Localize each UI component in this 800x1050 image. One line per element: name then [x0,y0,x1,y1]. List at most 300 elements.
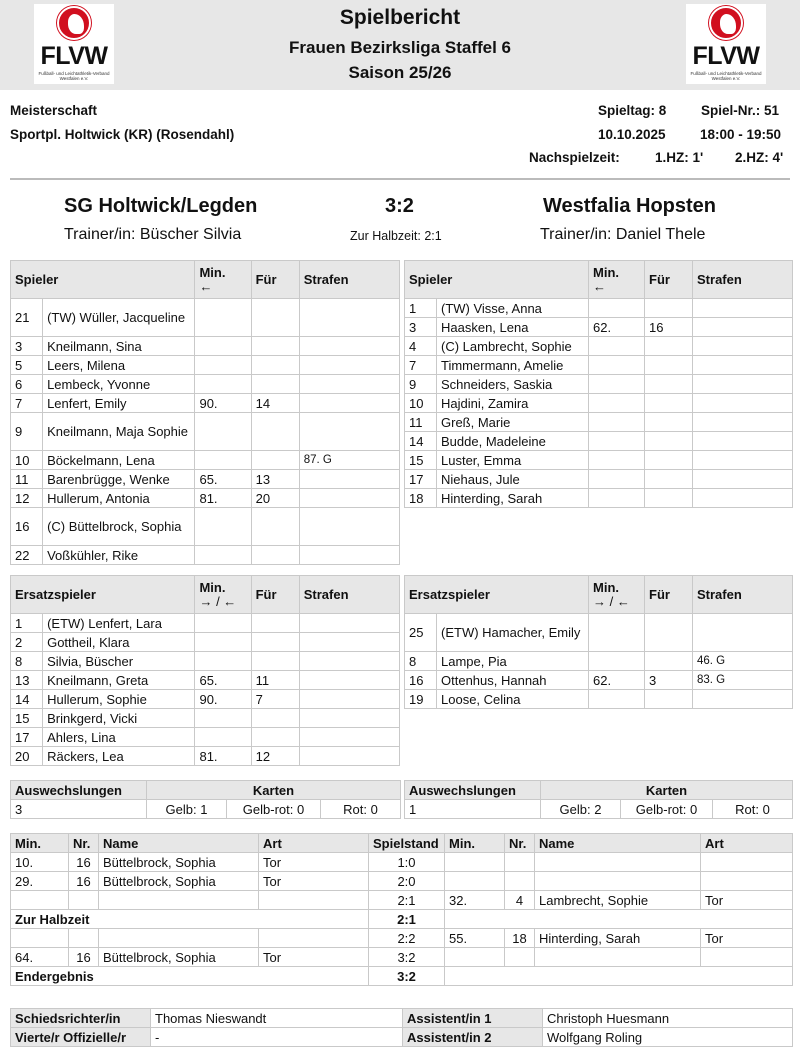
home-event-type [259,929,369,948]
penalty: 87. G [299,451,399,470]
sub-for: 14 [251,394,299,413]
player-name: (C) Büttelbrock, Sophia [43,508,195,546]
player-number: 5 [11,356,43,375]
logo-word: FLVW [692,42,760,70]
sub-minute: 90. [195,394,251,413]
away-stats-table [404,780,793,819]
sub-for [645,690,693,709]
player-number: 25 [405,614,437,652]
away-event-type: Tor [701,929,793,948]
event-score-header: Spielstand [369,834,445,853]
player-row [405,432,793,451]
extra-time-h2: 2.HZ: 4' [735,150,784,165]
event-row [11,967,793,986]
away-event-minute [445,853,505,872]
player-number: 11 [11,470,43,489]
player-number: 17 [11,728,43,747]
player-number: 10 [405,394,437,413]
home-yellow-cards: Gelb: 1 [147,800,227,819]
sub-minute [195,508,251,546]
event-number-header: Nr. [505,834,535,853]
referee-name: Thomas Nieswandt [151,1009,403,1028]
sub-for: 11 [251,671,299,690]
home-subs-table [10,575,400,766]
sub-minute [589,299,645,318]
sub-minute: 62. [589,671,645,690]
penalty [299,690,399,709]
minute-column-header [195,576,251,614]
player-name: (ETW) Hamacher, Emily [437,614,589,652]
penalties-column-header: Strafen [299,261,399,299]
horse-emblem-icon [709,6,743,40]
sub-for [645,489,693,508]
away-event-name [535,853,701,872]
player-row [405,394,793,413]
assistant2-name: Wolfgang Roling [543,1028,793,1047]
player-number: 10 [11,451,43,470]
away-event-type [701,872,793,891]
sub-for [251,728,299,747]
home-event-name [99,891,259,910]
event-section-label: Endergebnis [11,967,369,986]
player-name: (TW) Wüller, Jacqueline [43,299,195,337]
sub-for [251,546,299,565]
player-number: 12 [11,489,43,508]
sub-minute [195,728,251,747]
sub-minute [195,356,251,375]
penalty [299,709,399,728]
penalties-column-header: Strafen [693,261,793,299]
player-number: 20 [11,747,43,766]
divider [10,178,790,180]
home-team-name: SG Holtwick/Legden [64,195,258,217]
player-column-header: Ersatzspieler [11,576,195,614]
penalty: 83. G [693,671,793,690]
penalty [299,728,399,747]
event-type-header: Art [259,834,369,853]
away-event-minute: 55. [445,929,505,948]
player-number: 16 [11,508,43,546]
substitution-arrow-icon: → / ← [199,593,237,609]
event-empty [445,910,793,929]
player-number: 15 [405,451,437,470]
home-substitutions-count: 3 [11,800,147,819]
penalty [299,356,399,375]
flvw-logo-right [686,4,766,84]
event-row [11,929,793,948]
event-name-header: Name [535,834,701,853]
player-name: Lenfert, Emily [43,394,195,413]
penalty [693,451,793,470]
player-name: Ahlers, Lina [43,728,195,747]
penalty [299,337,399,356]
logo-word: FLVW [40,42,108,70]
player-row [11,394,400,413]
player-row [11,614,400,633]
home-event-number [69,891,99,910]
sub-for [645,470,693,489]
player-number: 7 [405,356,437,375]
season: Saison 25/26 [348,63,452,82]
penalty [693,318,793,337]
for-column-header: Für [251,576,299,614]
report-title: Spielbericht [339,6,461,29]
event-section-label: Zur Halbzeit [11,910,369,929]
player-row [405,299,793,318]
event-score: 2:1 [369,910,445,929]
minute-label: Min. [593,264,620,280]
venue: Sportpl. Holtwick (KR) (Rosendahl) [10,127,235,142]
sub-minute: 90. [195,690,251,709]
away-lineup-table [404,260,793,508]
event-score: 3:2 [369,948,445,967]
away-trainer: Trainer/in: Daniel Thele [540,226,706,243]
player-row [405,671,793,690]
home-event-number: 16 [69,872,99,891]
player-row [11,451,400,470]
sub-for [645,299,693,318]
player-name: Schneiders, Saskia [437,375,589,394]
home-event-minute: 10. [11,853,69,872]
match-date: 10.10.2025 [598,127,666,142]
player-name: Haasken, Lena [437,318,589,337]
extra-time-label: Nachspielzeit: [529,150,620,165]
player-row [405,375,793,394]
sub-for [645,614,693,652]
player-number: 1 [11,614,43,633]
halftime-score: Zur Halbzeit: 2:1 [350,229,442,243]
player-row [11,546,400,565]
matchday: Spieltag: 8 [598,103,667,118]
player-name: Luster, Emma [437,451,589,470]
player-name: Ottenhus, Hannah [437,671,589,690]
penalty [299,614,399,633]
sub-for: 3 [645,671,693,690]
player-name: Böckelmann, Lena [43,451,195,470]
penalty [299,508,399,546]
sub-minute [589,413,645,432]
minute-label: Min. [593,579,619,595]
sub-for [251,299,299,337]
player-name: Räckers, Lea [43,747,195,766]
away-yellow-cards: Gelb: 2 [541,800,621,819]
player-number: 21 [11,299,43,337]
player-number: 19 [405,690,437,709]
minute-column-header [195,261,251,299]
cards-header: Karten [147,781,401,800]
player-row [11,690,400,709]
player-number: 6 [11,375,43,394]
player-row [11,356,400,375]
player-name: Lampe, Pia [437,652,589,671]
penalty [299,489,399,508]
minute-column-header [589,261,645,299]
player-name: Lembeck, Yvonne [43,375,195,394]
sub-for [251,337,299,356]
for-column-header: Für [645,576,693,614]
sub-minute: 62. [589,318,645,337]
for-column-header: Für [645,261,693,299]
away-event-type: Tor [701,891,793,910]
sub-minute: 81. [195,489,251,508]
league-name: Frauen Bezirksliga Staffel 6 [288,38,512,57]
event-type-header: Art [701,834,793,853]
away-event-name [535,872,701,891]
penalty [299,470,399,489]
player-number: 4 [405,337,437,356]
player-name: Kneilmann, Maja Sophie [43,413,195,451]
away-event-name: Hinterding, Sarah [535,929,701,948]
sub-minute [195,337,251,356]
sub-for [645,652,693,671]
assistant2-label: Assistent/in 2 [403,1028,543,1047]
player-name: Leers, Milena [43,356,195,375]
penalty [299,747,399,766]
player-name: Loose, Celina [437,690,589,709]
home-event-name: Büttelbrock, Sophia [99,948,259,967]
sub-minute [589,489,645,508]
player-number: 17 [405,470,437,489]
penalty [693,413,793,432]
logo-subtitle: Fußball- und Leichtathletik-Verband Westfalen e.V. [38,71,110,81]
player-column-header: Spieler [11,261,195,299]
sub-minute: 65. [195,671,251,690]
event-number-header: Nr. [69,834,99,853]
player-number: 14 [11,690,43,709]
player-row [405,690,793,709]
assistant1-label: Assistent/in 1 [403,1009,543,1028]
sub-for [251,652,299,671]
event-row [11,948,793,967]
home-event-type: Tor [259,948,369,967]
sub-minute [195,375,251,394]
player-number: 2 [11,633,43,652]
event-minute-header: Min. [445,834,505,853]
away-subs-table [404,575,793,709]
player-row [11,652,400,671]
sub-minute [195,413,251,451]
penalty: 46. G [693,652,793,671]
penalty [299,299,399,337]
player-row [11,633,400,652]
sub-for [251,413,299,451]
event-score: 2:0 [369,872,445,891]
event-row [11,910,793,929]
sub-minute [589,451,645,470]
penalty [693,614,793,652]
player-row [11,747,400,766]
player-row [405,451,793,470]
sub-for: 20 [251,489,299,508]
sub-for [251,614,299,633]
player-number: 8 [405,652,437,671]
away-event-minute [445,948,505,967]
home-event-name: Büttelbrock, Sophia [99,872,259,891]
player-row [11,489,400,508]
player-row [405,318,793,337]
player-name: Budde, Madeleine [437,432,589,451]
sub-minute [589,614,645,652]
away-event-number: 18 [505,929,535,948]
sub-minute [589,394,645,413]
home-event-minute [11,891,69,910]
sub-for [645,356,693,375]
home-event-name: Büttelbrock, Sophia [99,853,259,872]
sub-minute [195,633,251,652]
player-row [405,614,793,652]
player-row [11,299,400,337]
player-name: Voßkühler, Rike [43,546,195,565]
minute-column-header [589,576,645,614]
match-time: 18:00 - 19:50 [700,127,782,142]
away-event-type [701,853,793,872]
home-event-minute: 29. [11,872,69,891]
player-row [405,652,793,671]
away-event-number [505,853,535,872]
player-number: 3 [405,318,437,337]
player-number: 13 [11,671,43,690]
away-red-cards: Rot: 0 [713,800,793,819]
sub-for [645,394,693,413]
player-name: Kneilmann, Greta [43,671,195,690]
player-row [405,413,793,432]
penalty [299,413,399,451]
player-number: 16 [405,671,437,690]
event-score: 2:1 [369,891,445,910]
player-name: (TW) Visse, Anna [437,299,589,318]
assistant1-name: Christoph Huesmann [543,1009,793,1028]
sub-for [645,451,693,470]
penalty [693,690,793,709]
sub-minute [195,709,251,728]
player-name: Hullerum, Sophie [43,690,195,709]
competition: Meisterschaft [10,103,98,118]
home-event-name [99,929,259,948]
penalties-column-header: Strafen [299,576,399,614]
sub-for [251,451,299,470]
sub-for: 12 [251,747,299,766]
penalty [299,671,399,690]
home-event-number [69,929,99,948]
home-event-minute [11,929,69,948]
away-event-name: Lambrecht, Sophie [535,891,701,910]
player-number: 8 [11,652,43,671]
penalty [299,546,399,565]
player-name: Brinkgerd, Vicki [43,709,195,728]
substitutions-header: Auswechslungen [405,781,541,800]
player-row [11,375,400,394]
sub-for [251,508,299,546]
player-number: 9 [405,375,437,394]
event-score: 1:0 [369,853,445,872]
player-number: 9 [11,413,43,451]
player-name: Kneilmann, Sina [43,337,195,356]
player-row [405,337,793,356]
player-row [11,671,400,690]
report-header [0,0,800,90]
sub-minute [589,432,645,451]
player-name: Hullerum, Antonia [43,489,195,508]
fourth-official-label: Vierte/r Offizielle/r [11,1028,151,1047]
event-name-header: Name [99,834,259,853]
logo-subtitle: Fußball- und Leichtathletik-Verband Westfalen e.V. [690,71,762,81]
cards-header: Karten [541,781,793,800]
penalty [693,432,793,451]
sub-minute [589,375,645,394]
player-number: 18 [405,489,437,508]
substitution-arrow-icon: ← [199,278,213,294]
penalty [693,489,793,508]
for-column-header: Für [251,261,299,299]
away-event-minute [445,872,505,891]
player-row [11,709,400,728]
away-substitutions-count: 1 [405,800,541,819]
event-minute-header: Min. [11,834,69,853]
player-name: Gottheil, Klara [43,633,195,652]
player-row [11,508,400,546]
away-yellowred-cards: Gelb-rot: 0 [621,800,713,819]
home-event-type [259,891,369,910]
sub-minute [589,652,645,671]
home-event-type: Tor [259,853,369,872]
sub-minute [195,652,251,671]
substitutions-header: Auswechslungen [11,781,147,800]
sub-for [645,375,693,394]
penalty [693,394,793,413]
player-column-header: Ersatzspieler [405,576,589,614]
away-event-number: 4 [505,891,535,910]
officials-table [10,1008,793,1047]
away-event-number [505,948,535,967]
sub-minute: 81. [195,747,251,766]
referee-label: Schiedsrichter/in [11,1009,151,1028]
sub-minute [195,546,251,565]
sub-for: 7 [251,690,299,709]
sub-minute: 65. [195,470,251,489]
penalty [299,375,399,394]
sub-minute [589,337,645,356]
sub-for: 16 [645,318,693,337]
substitution-arrow-icon: → / ← [593,593,630,609]
sub-minute [589,690,645,709]
player-name: Barenbrügge, Wenke [43,470,195,489]
sub-minute [195,614,251,633]
home-event-minute: 64. [11,948,69,967]
home-lineup-table [10,260,400,565]
event-score: 2:2 [369,929,445,948]
event-row [11,891,793,910]
sub-for [251,356,299,375]
sub-minute [589,470,645,489]
sub-for: 13 [251,470,299,489]
player-name: Silvia, Büscher [43,652,195,671]
home-stats-table [10,780,401,819]
penalty [299,652,399,671]
event-row [11,853,793,872]
player-number: 14 [405,432,437,451]
away-team-name: Westfalia Hopsten [543,195,716,217]
player-column-header: Spieler [405,261,589,299]
player-row [405,356,793,375]
final-score: 3:2 [385,195,414,217]
player-row [405,470,793,489]
sub-for [251,375,299,394]
match-number: Spiel-Nr.: 51 [701,103,780,118]
minute-label: Min. [199,264,226,280]
player-name: Hinterding, Sarah [437,489,589,508]
player-name: (C) Lambrecht, Sophie [437,337,589,356]
home-event-type: Tor [259,872,369,891]
